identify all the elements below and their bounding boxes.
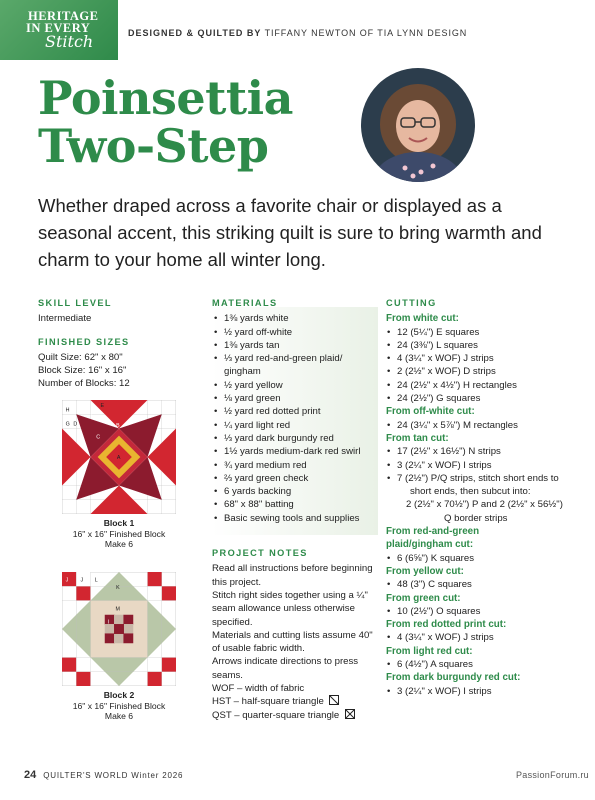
sizes-heading: FINISHED SIZES <box>38 336 130 347</box>
cutting-subitem: Q border strips <box>444 512 508 524</box>
cutting-subitem: short ends, then subcut into: <box>410 486 531 498</box>
cutting-item: • 24 (3¼" x 5⅞") M rectangles <box>386 419 576 432</box>
cutting-section-title: From yellow cut: <box>386 565 464 577</box>
cutting-list-off-white <box>386 419 576 432</box>
block-1-label-a <box>117 455 121 461</box>
note-line: Materials and cutting lists assume 40" of usable fabric width. <box>212 629 373 655</box>
cutting-section-title: From green cut: <box>386 592 461 604</box>
logo-line-1: HERITAGE <box>28 9 99 23</box>
materials-item: • ½ yard yellow <box>212 379 378 392</box>
heritage-logo <box>0 0 118 60</box>
block-2-caption <box>50 690 188 722</box>
materials-list <box>212 312 378 525</box>
magazine-issue: Winter 2026 <box>131 771 184 780</box>
cutting-section-title: From white cut: <box>386 313 459 325</box>
cutting-list-plaid <box>386 552 576 565</box>
materials-item: • ⅔ yard green check <box>212 472 378 485</box>
materials-item: • 1½ yards medium-dark red swirl <box>212 445 378 458</box>
page-footer <box>24 769 183 781</box>
byline <box>128 28 467 38</box>
note-hst <box>212 695 378 708</box>
cutting-item: • 24 (2½") G squares <box>386 392 576 405</box>
cutting-list-burgundy <box>386 685 576 698</box>
cutting-item: • 48 (3") C squares <box>386 578 576 591</box>
cutting-item: • 17 (2½" x 16½") N strips <box>386 445 576 458</box>
cutting-item: • 6 (4½") A squares <box>386 658 576 671</box>
block-2-label-m <box>115 606 119 612</box>
materials-item: • ¾ yard medium red <box>212 459 378 472</box>
block-size: Block Size: 16" x 16" <box>38 365 127 377</box>
cutting-item: • 4 (3¼" x WOF) J strips <box>386 352 576 365</box>
skill-value: Intermediate <box>38 313 92 325</box>
note-line: Arrows indicate directions to press seams. <box>212 656 359 681</box>
cutting-section-title: From red-and-green plaid/gingham cut: <box>386 526 480 551</box>
cutting-list-tan <box>386 445 576 525</box>
cutting-section-title: From tan cut: <box>386 432 449 444</box>
watermark: PassionForum.ru <box>515 770 589 780</box>
half-square-triangle-icon <box>329 695 339 705</box>
block-2-label-k <box>116 585 120 591</box>
cutting-item: • 6 (6⅝") K squares <box>386 552 576 565</box>
block-1-label-d <box>73 422 77 428</box>
block-2-label-j2 <box>81 577 84 583</box>
byline-name: TIFFANY NEWTON OF TIA LYNN DESIGN <box>264 28 468 38</box>
cutting-item: • 24 (3⅜") L squares <box>386 339 576 352</box>
designer-portrait-image <box>361 68 475 182</box>
block-1-label-c <box>96 434 100 440</box>
block-2-make: Make 6 <box>104 711 134 721</box>
materials-item: • 68" x 88" batting <box>212 498 378 511</box>
right-column <box>386 297 576 698</box>
page-title <box>38 71 293 173</box>
materials-item: • ½ yard red dotted print <box>212 405 378 418</box>
materials-heading: MATERIALS <box>212 298 278 308</box>
cutting-item: • 4 (3¼" x WOF) J strips <box>386 631 576 644</box>
middle-column <box>212 297 378 722</box>
note-line: WOF – width of fabric <box>212 683 305 695</box>
skill-heading: SKILL LEVEL <box>38 298 112 308</box>
quarter-square-triangle-icon <box>345 709 355 719</box>
cutting-item: • 10 (2½") O squares <box>386 605 576 618</box>
cutting-item: • 3 (2¼" x WOF) I strips <box>386 459 576 472</box>
cutting-item: • 2 (2½" x WOF) D strips <box>386 365 576 378</box>
cutting-list-light-red <box>386 658 576 671</box>
materials-item: • ⅓ yard red-and-green plaid/ gingham <box>212 352 378 379</box>
cutting-heading: CUTTING <box>386 298 437 308</box>
block-2-size: 16" x 16" Finished Block <box>72 700 166 711</box>
cutting-section-title: From dark burgundy red cut: <box>386 672 521 684</box>
materials-item: • ½ yard off-white <box>212 326 378 339</box>
cutting-list-green <box>386 605 576 618</box>
block-1-label-e <box>100 403 104 409</box>
block-2-diagram <box>62 572 176 686</box>
cutting-section-title: From red dotted print cut: <box>386 619 507 631</box>
note-line: Stitch right sides together using a ¼" seam allowance unless otherwise specified. <box>212 589 368 628</box>
cutting-item: • 3 (2¼" x WOF) I strips <box>386 685 576 698</box>
cutting-list-red-dotted <box>386 631 576 644</box>
cutting-list-yellow <box>386 578 576 591</box>
block-1-label-g <box>66 422 70 428</box>
left-column <box>38 297 203 391</box>
block-1-name: Block 1 <box>103 518 135 528</box>
logo-line-2: IN EVERY <box>26 21 91 35</box>
cutting-item: • 24 (2½" x 4½") H rectangles <box>386 379 576 392</box>
materials-item: • 6 yards backing <box>212 485 378 498</box>
materials-item: • ⅓ yard dark burgundy red <box>212 432 378 445</box>
block-count: Number of Blocks: 12 <box>38 378 130 390</box>
block-1-caption <box>50 518 188 550</box>
materials-item: • ¼ yard light red <box>212 419 378 432</box>
title-line-1: Poinsettia <box>38 71 293 125</box>
block-2-label-l <box>95 577 98 583</box>
block-2-label-i <box>108 619 109 625</box>
note-qst-text: QST – quarter-square triangle <box>212 709 340 721</box>
designer-photo <box>361 68 475 182</box>
block-2-label-j1 <box>66 577 69 583</box>
cutting-item: • 7 (2½") P/Q strips, stitch short ends to <box>386 472 576 485</box>
materials-item: • Basic sewing tools and supplies <box>212 512 378 525</box>
quilt-size: Quilt Size: 62" x 80" <box>38 351 123 363</box>
block-1-size: 16" x 16" Finished Block <box>72 528 166 539</box>
page-number: 24 <box>24 769 37 781</box>
materials-item: • 1⅜ yards white <box>212 312 378 325</box>
logo-line-3: Stitch <box>45 32 94 51</box>
block-1-label-h <box>66 407 70 413</box>
block-1-diagram <box>62 400 176 514</box>
block-2-name: Block 2 <box>103 690 135 700</box>
materials-item: • 1⅜ yards tan <box>212 339 378 352</box>
note-qst <box>212 709 378 722</box>
block-1-label-b <box>116 423 120 429</box>
cutting-subitem: 2 (2½" x 70½") P and 2 (2½" x 56½") <box>406 499 563 511</box>
cutting-list-white <box>386 326 576 406</box>
notes-heading: PROJECT NOTES <box>212 548 308 559</box>
title-line-2: Two-Step <box>38 119 269 173</box>
block-1-make: Make 6 <box>104 539 134 549</box>
intro-text: Whether draped across a favorite chair or displayed as a seasonal accent, this striking quilt is sure to bring warmth and charm to your home all winter long. <box>38 195 542 270</box>
cutting-section-title: From light red cut: <box>386 645 473 657</box>
materials-item: • ⅛ yard green <box>212 392 378 405</box>
magazine-name: QUILTER'S WORLD <box>43 771 129 780</box>
note-line: Read all instructions before beginning this project. <box>212 563 373 588</box>
byline-lead: DESIGNED & QUILTED BY <box>128 28 262 38</box>
note-hst-text: HST – half-square triangle <box>212 696 324 708</box>
cutting-item: • 12 (5¼") E squares <box>386 326 576 339</box>
cutting-section-title: From off-white cut: <box>386 406 475 418</box>
